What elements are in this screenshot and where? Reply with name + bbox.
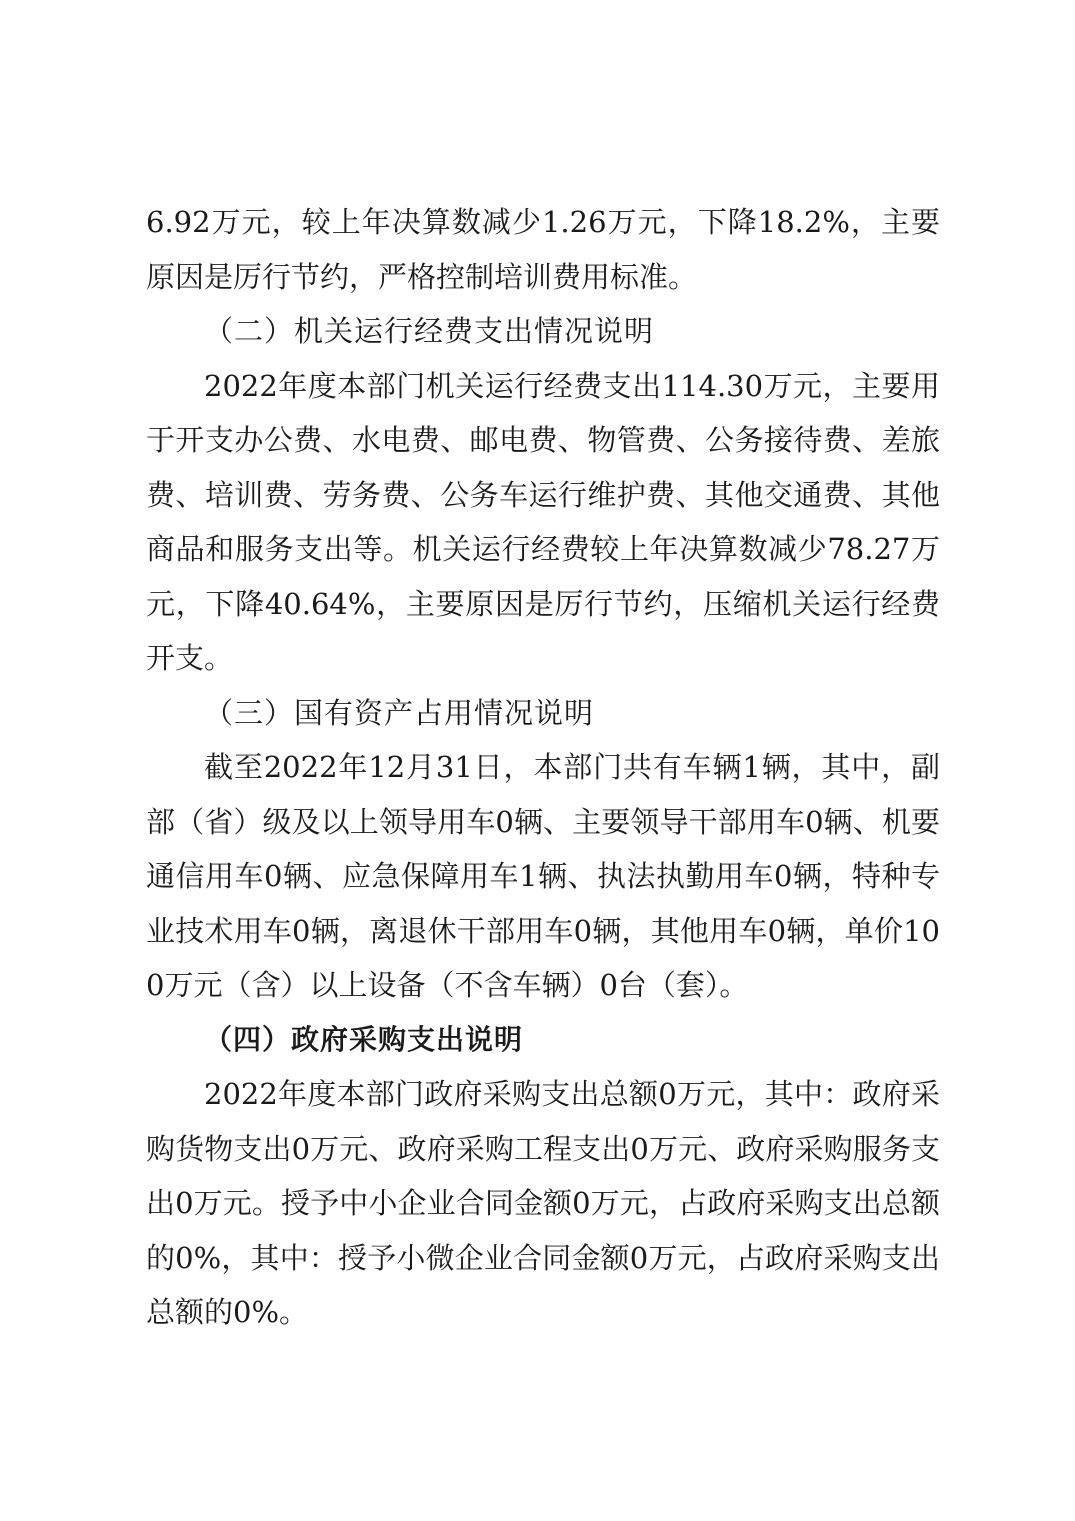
paragraph-government-procurement: 2022年度本部门政府采购支出总额0万元，其中：政府采购货物支出0万元、政府采购工程支出0万元、政府采购服务支出0万元。授予中小企业合同金额0万元，占政府采购支出总额的0%，其中：授予小微企业合同金额0万元，占政府采购支出总额的0%。 (146, 1077, 940, 1329)
document-page (146, 195, 940, 1340)
paragraph-operating-expenses: 2022年度本部门机关运行经费支出114.30万元，主要用于开支办公费、水电费、邮电费、物管费、公务接待费、差旅费、培训费、劳务费、公务车运行维护费、其他交通费、其他商品和服务支出等。机关运行经费较上年决算数减少78.27万元，下降40.64%，主要原因是厉行节约，压缩机关运行经费开支。 (146, 368, 940, 675)
paragraph-state-assets: 截至2022年12月31日，本部门共有车辆1辆，其中，副部（省）级及以上领导用车0辆、主要领导干部用车0辆、机要通信用车0辆、应急保障用车1辆、执法执勤用车0辆，特种专业技术用车0辆，离退休干部用车0辆，其他用车0辆，单价100万元（含）以上设备（不含车辆）0台（套）。 (146, 750, 940, 1002)
heading-state-assets: （三）国有资产占用情况说明 (204, 695, 595, 730)
paragraph-training-fee-summary: 6.92万元，较上年决算数减少1.26万元，下降18.2%，主要原因是厉行节约，严格控制培训费用标准。 (146, 205, 940, 294)
heading-operating-expenses: （二）机关运行经费支出情况说明 (204, 314, 655, 348)
heading-government-procurement: （四）政府采购支出说明 (204, 1022, 524, 1056)
